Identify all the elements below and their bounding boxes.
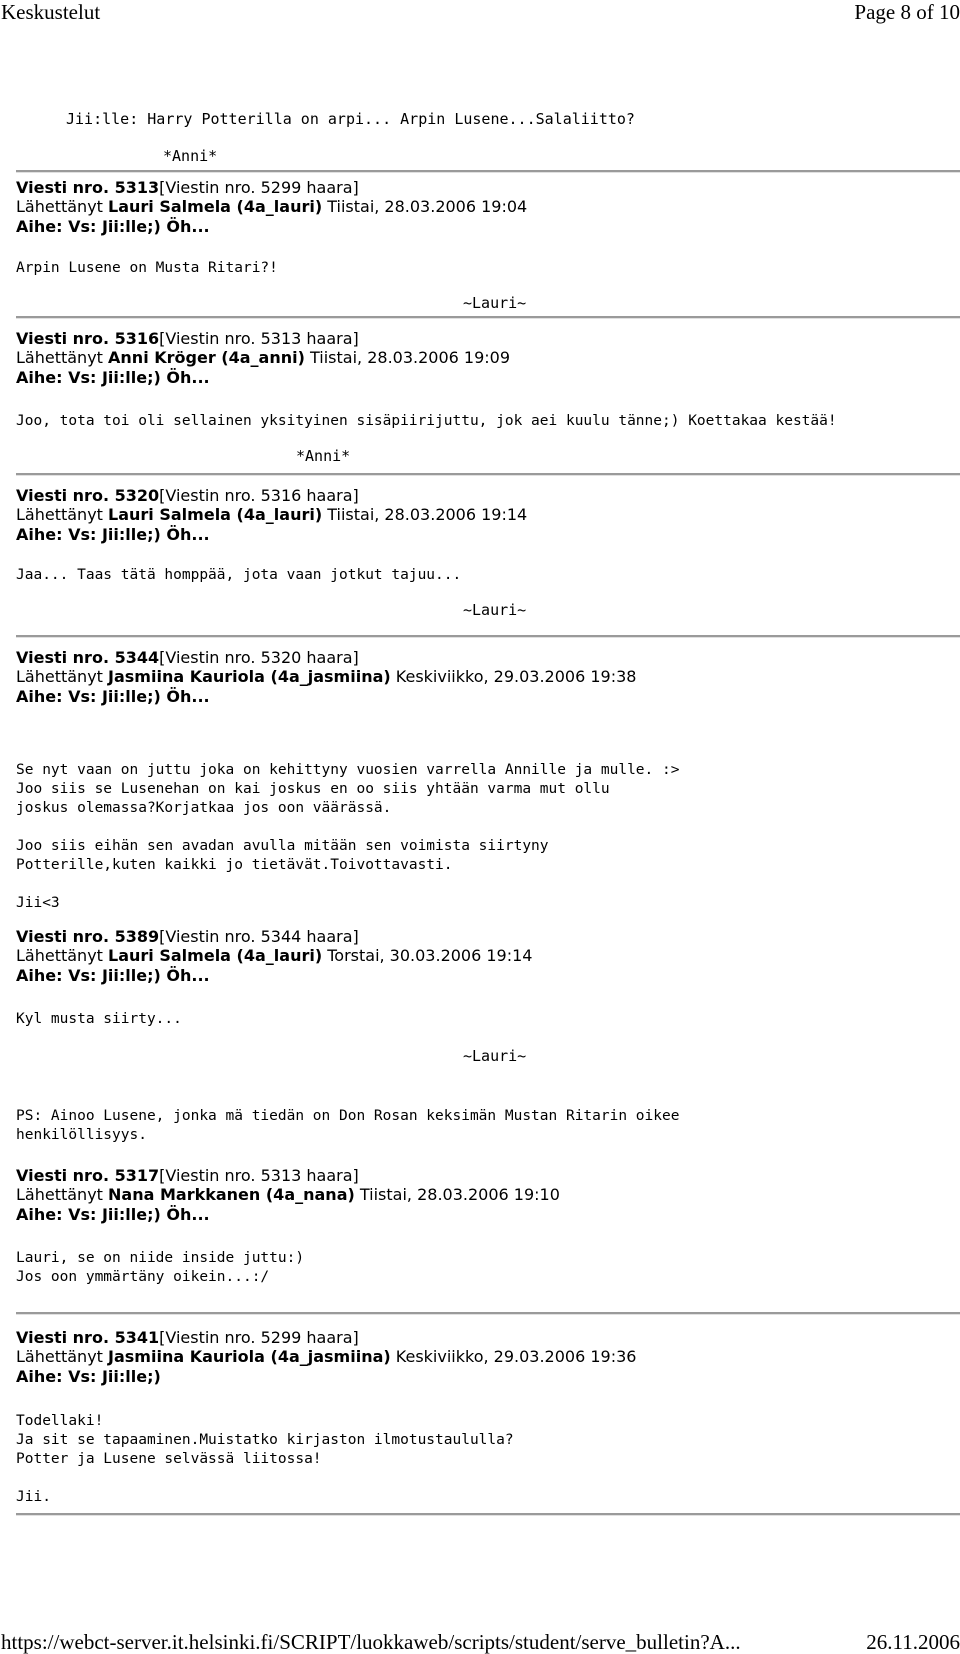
message-divider (16, 316, 960, 319)
message-subject: Aihe: Vs: Jii:lle;) Öh... (16, 966, 210, 985)
message-divider (16, 1312, 960, 1315)
message-divider (16, 170, 960, 173)
message-sender-line: Lähettänyt Lauri Salmela (4a_lauri) Tiistai, 28.03.2006 19:14 (16, 505, 528, 524)
message-divider (16, 907, 960, 910)
message-signature: ~Lauri~ (463, 294, 527, 312)
sender-link[interactable]: Anni Kröger (4a_anni) (108, 348, 305, 367)
message-subject: Aihe: Vs: Jii:lle;) Öh... (16, 1205, 210, 1224)
sender-link[interactable]: Lauri Salmela (4a_lauri) (108, 197, 323, 216)
message-body: Jaa... Taas tätä homppää, jota vaan jotkut tajuu... (16, 567, 462, 583)
message-sender-line: Lähettänyt Nana Markkanen (4a_nana) Tiistai, 28.03.2006 19:10 (16, 1185, 560, 1204)
intro-text: Jii:lle: Harry Potterilla on arpi... Arpin Lusene...Salaliitto? (66, 110, 635, 128)
message-sender-line: Lähettänyt Lauri Salmela (4a_lauri) Tiistai, 28.03.2006 19:04 (16, 197, 528, 216)
sender-link[interactable]: Lauri Salmela (4a_lauri) (108, 505, 323, 524)
sender-link[interactable]: Lauri Salmela (4a_lauri) (108, 946, 323, 965)
message-subject: Aihe: Vs: Jii:lle;) Öh... (16, 368, 210, 387)
message-id-line: Viesti nro. 5316[Viestin nro. 5313 haara] (16, 329, 359, 348)
intro-signature: *Anni* (163, 147, 218, 165)
message-body: Arpin Lusene on Musta Ritari?! (16, 260, 278, 276)
message-divider (16, 1513, 960, 1516)
header-title: Keskustelut (1, 0, 101, 24)
message-id-line: Viesti nro. 5341[Viestin nro. 5299 haara] (16, 1328, 359, 1347)
sender-link[interactable]: Jasmiina Kauriola (4a_jasmiina) (108, 667, 391, 686)
message-id-line: Viesti nro. 5344[Viestin nro. 5320 haara] (16, 648, 359, 667)
message-id-line: Viesti nro. 5313[Viestin nro. 5299 haara] (16, 178, 359, 197)
message-sender-line: Lähettänyt Jasmiina Kauriola (4a_jasmiina) Keskiviikko, 29.03.2006 19:36 (16, 1347, 637, 1366)
message-divider (16, 635, 960, 638)
message-sender-line: Lähettänyt Jasmiina Kauriola (4a_jasmiina) Keskiviikko, 29.03.2006 19:38 (16, 667, 637, 686)
message-subject: Aihe: Vs: Jii:lle;) (16, 1367, 161, 1386)
message-id-line: Viesti nro. 5317[Viestin nro. 5313 haara] (16, 1166, 359, 1185)
message-subject: Aihe: Vs: Jii:lle;) Öh... (16, 687, 210, 706)
message-divider (16, 473, 960, 476)
message-signature: ~Lauri~ (463, 601, 527, 619)
message-body: Todellaki! Ja sit se tapaaminen.Muistatko kirjaston ilmotustaululla? Potter ja Lusene selvässä liitossa! Jii. (16, 1413, 514, 1505)
footer-url[interactable]: https://webct-server.it.helsinki.fi/SCRIPT/luokkaweb/scripts/student/serve_bulletin?A... (1, 1630, 741, 1654)
message-subject: Aihe: Vs: Jii:lle;) Öh... (16, 217, 210, 236)
message-body: Joo, tota toi oli sellainen yksityinen sisäpiirijuttu, jok aei kuulu tänne;) Koettakaa kestää! (16, 413, 837, 429)
message-body: Kyl musta siirty... (16, 1011, 182, 1027)
message-ps: PS: Ainoo Lusene, jonka mä tiedän on Don Rosan keksimän Mustan Ritarin oikee henkilöllisyys. (16, 1108, 680, 1143)
message-sender-line: Lähettänyt Lauri Salmela (4a_lauri) Torstai, 30.03.2006 19:14 (16, 946, 533, 965)
message-signature: *Anni* (296, 447, 351, 465)
page-number: Page 8 of 10 (854, 0, 960, 24)
sender-link[interactable]: Jasmiina Kauriola (4a_jasmiina) (108, 1347, 391, 1366)
message-body: Lauri, se on niide inside juttu:) Jos oon ymmärtäny oikein...:/ (16, 1250, 305, 1285)
message-signature: ~Lauri~ (463, 1047, 527, 1065)
message-subject: Aihe: Vs: Jii:lle;) Öh... (16, 525, 210, 544)
message-sender-line: Lähettänyt Anni Kröger (4a_anni) Tiistai, 28.03.2006 19:09 (16, 348, 511, 367)
sender-link[interactable]: Nana Markkanen (4a_nana) (108, 1185, 355, 1204)
message-id-line: Viesti nro. 5389[Viestin nro. 5344 haara] (16, 927, 359, 946)
message-id-line: Viesti nro. 5320[Viestin nro. 5316 haara] (16, 486, 359, 505)
footer-date: 26.11.2006 (866, 1630, 960, 1654)
message-body: Se nyt vaan on juttu joka on kehittyny vuosien varrella Annille ja mulle. :> Joo siis se Lusenehan on kai joskus en oo siis yhtään varma mut ollu joskus olemassa?Korjatkaa jos oon väärässä. Joo siis eihän sen avadan avulla mitään sen voimista siirtyny Potterille,kuten kaikki jo tietävät.Toivottavasti. Jii<3 (16, 762, 680, 911)
